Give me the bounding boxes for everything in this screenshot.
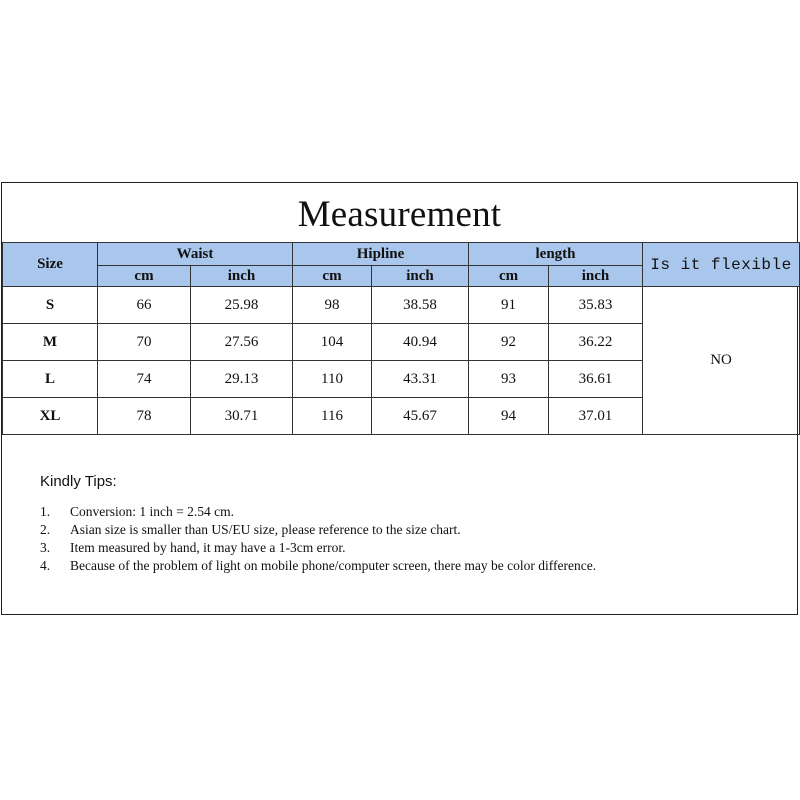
tips-title: Kindly Tips: bbox=[40, 473, 117, 490]
size-cell: S bbox=[3, 287, 98, 324]
table-cell: 93 bbox=[469, 361, 549, 398]
table-cell: 37.01 bbox=[549, 398, 643, 435]
table-cell: 27.56 bbox=[191, 324, 293, 361]
tip-item bbox=[40, 557, 740, 575]
table-cell: 110 bbox=[293, 361, 372, 398]
table-cell: 30.71 bbox=[191, 398, 293, 435]
tip-text: Asian size is smaller than US/EU size, please reference to the size chart. bbox=[70, 522, 461, 537]
tip-text: Conversion: 1 inch = 2.54 cm. bbox=[70, 504, 234, 519]
length-header: length bbox=[469, 243, 643, 266]
flexible-header: Is it flexible bbox=[643, 243, 800, 287]
table-cell: 29.13 bbox=[191, 361, 293, 398]
hipline-header: Hipline bbox=[293, 243, 469, 266]
page-title: Measurement bbox=[297, 194, 502, 235]
unit-header: inch bbox=[549, 266, 643, 287]
tip-text: Because of the problem of light on mobile phone/computer screen, there may be color difference. bbox=[70, 558, 597, 573]
table-cell: 35.83 bbox=[549, 287, 643, 324]
measurement-sheet bbox=[1, 182, 798, 615]
tip-item bbox=[40, 539, 740, 557]
table-cell: 91 bbox=[469, 287, 549, 324]
waist-header: Waist bbox=[98, 243, 293, 266]
size-chart-table bbox=[2, 242, 800, 435]
table-cell: 94 bbox=[469, 398, 549, 435]
table-cell: 45.67 bbox=[372, 398, 469, 435]
table-cell: 25.98 bbox=[191, 287, 293, 324]
table-cell: 36.61 bbox=[549, 361, 643, 398]
tip-text: Item measured by hand, it may have a 1-3cm error. bbox=[70, 540, 346, 555]
tip-number: 1. bbox=[40, 504, 51, 519]
table-cell: 74 bbox=[98, 361, 191, 398]
table-cell: 40.94 bbox=[372, 324, 469, 361]
tip-number: 2. bbox=[40, 522, 51, 537]
table-cell: 36.22 bbox=[549, 324, 643, 361]
table-cell: 66 bbox=[98, 287, 191, 324]
table-cell: 38.58 bbox=[372, 287, 469, 324]
unit-header: inch bbox=[372, 266, 469, 287]
unit-header: cm bbox=[469, 266, 549, 287]
unit-header: inch bbox=[191, 266, 293, 287]
table-cell: 43.31 bbox=[372, 361, 469, 398]
flexible-value: NO bbox=[643, 287, 800, 435]
table-cell: 70 bbox=[98, 324, 191, 361]
unit-header: cm bbox=[98, 266, 191, 287]
size-cell: XL bbox=[3, 398, 98, 435]
table-cell: 116 bbox=[293, 398, 372, 435]
table-cell: 98 bbox=[293, 287, 372, 324]
tip-number: 4. bbox=[40, 558, 51, 573]
tip-number: 3. bbox=[40, 540, 51, 555]
size-cell: L bbox=[3, 361, 98, 398]
unit-header: cm bbox=[293, 266, 372, 287]
tip-item bbox=[40, 521, 740, 539]
size-cell: M bbox=[3, 324, 98, 361]
table-cell: 104 bbox=[293, 324, 372, 361]
table-row bbox=[3, 287, 800, 324]
tips-section bbox=[40, 473, 740, 575]
tip-item bbox=[40, 503, 740, 521]
table-cell: 78 bbox=[98, 398, 191, 435]
size-header: Size bbox=[3, 243, 98, 287]
table-cell: 92 bbox=[469, 324, 549, 361]
